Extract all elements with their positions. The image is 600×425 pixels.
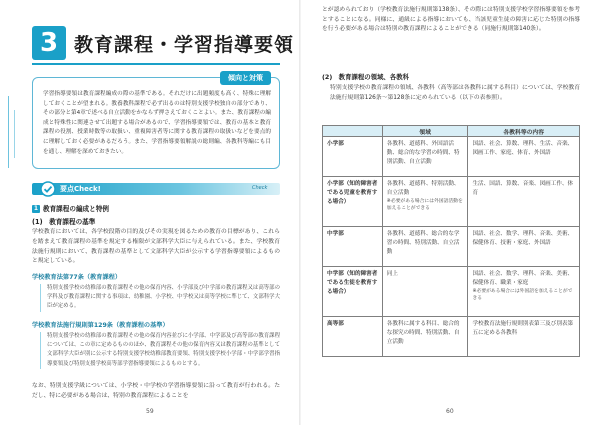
- table-cell-domain: 各教科に属する科目、総合的な探究の時間、特別活動、自立活動: [382, 317, 468, 357]
- table-header: 各教科等の内容: [468, 126, 580, 137]
- section-heading: (2) 教育課程の領域、各教科: [322, 73, 409, 81]
- domain-note: ※必要がある場合には外国語活動を加えることができる: [386, 199, 463, 211]
- table-cell-content: 国語、社会、算数、理科、生活、音楽、図画工作、家庭、体育、外国語: [468, 137, 580, 177]
- check-label: 要点Check!: [60, 185, 101, 193]
- table-cell-dept: 高等部: [323, 317, 383, 357]
- table-header-row: [323, 126, 580, 137]
- table-cell-domain: 同上: [382, 267, 468, 317]
- trend-text: 学習指導要領は教育課程編成の際の基準である。それだけに出題頻度も高く、特殊に理解しておくことが望まれる。教養教科課程で必ず出るのは特別支援学校独自の部分であり、その部分と第4章で述べる自立活動をかならず押さえておくことよい。また、教育課程の編成と特殊性に関連させて出題する場合があるので、学習指導要領では、教育の基本と教育課程の役割、授業時数等の取扱い、重複障害者等に関する教育課程の取扱いなどを要点的に理解しておく必要があるだろう。また、学習指導要領解説の総則編、各教科等編にも目を通し、理解を深めておきたい。: [43, 91, 271, 155]
- page-number: 59: [146, 408, 154, 415]
- table-cell-domain: [382, 177, 468, 227]
- table-cell-domain: 各教科、道徳科、外国語活動、総合的な学習の時間、特別活動、自立活動: [382, 137, 468, 177]
- trend-tab-label: 傾向と対策: [220, 71, 271, 85]
- content-note: ※必要がある場合には外国語を加えることができる: [472, 289, 573, 301]
- table-row: [323, 317, 580, 357]
- section-heading: [32, 203, 109, 213]
- table-row: [323, 227, 580, 267]
- check-circle-icon: [40, 181, 56, 197]
- law-text: 特別支援学校の幼稚部の教育課程その他の保育内容並びに小学部、中学部及び高等部の教育課程については、この章に定めるもののほか、教育課程その他の保育内容又は教育課程の基準として文部科学大臣が別に公示する特別支援学校幼稚部教育要領、特別支援学校小学部・中学部学習指導要領及び特別支援学校高等部学習指導要領によるものとする。: [40, 332, 280, 369]
- trend-box: [32, 74, 280, 169]
- law-title: 学校教育法第77条（教育課程）: [32, 274, 122, 281]
- table-cell-content: [468, 267, 580, 317]
- section-number: 1: [33, 205, 39, 212]
- page-number: 60: [446, 408, 454, 415]
- domain-text: 各教科、道徳科、特別活動、自立活動: [386, 181, 460, 196]
- chapter-title: 教育課程・学習指導要領: [74, 34, 295, 56]
- right-page: [300, 0, 600, 425]
- title-underline: [32, 63, 280, 65]
- subsection-heading: (1) 教育課程の基準: [32, 218, 96, 226]
- table-cell-domain: 各教科、道徳科、総合的な学習の時間、特別活動、自立活動: [382, 227, 468, 267]
- table-header: [323, 126, 383, 137]
- section-paragraph: 特別支援学校の教育課程の領域、各教科（高等部は各教科に属する科目）については、学校教育法施行規則第126条〜第128条に定められている（以下の表参照）。: [330, 85, 580, 101]
- continuation-paragraph: とが認められており（学校教育法施行規則第138条）、その際には特別支援学校学習指導要領を参考とすることになる。同様に、通級による指導においても、当該児童生徒の障害に応じた特別の指導を行う必要がある場合は特別の教育課程によることができる（同施行規則第140条）。: [322, 7, 580, 33]
- table-row: [323, 137, 580, 177]
- section-paragraph: 学校教育においては、各学校段階の目的及びその実現を図るための教育の目標があり、これらを踏まえて教育課程の基準を規定する権限が文部科学大臣に与えられている。また、学校教育法施行規則において、教育課程の基準として文部科学大臣が公示する学習指導要領によるものと規定している。: [32, 229, 280, 265]
- table-row: [323, 267, 580, 317]
- table-row: [323, 177, 580, 227]
- decorative-line: [14, 110, 24, 158]
- closing-paragraph: なお、特別支援学級については、小学校・中学校の学習指導要領に沿って教育が行われる。ただし、特に必要がある場合は、特別の教育課程によることを: [32, 383, 280, 399]
- table-cell-content: 国語、社会、数学、理科、音楽、美術、保健体育、技術・家庭、外国語: [468, 227, 580, 267]
- chapter-number-badge: 3: [32, 26, 66, 60]
- curriculum-table: [322, 125, 580, 357]
- check-tag: Check: [252, 185, 268, 191]
- table-cell-content: 学校教育法施行規則別表第三及び別表第五に定める各教科: [468, 317, 580, 357]
- law-text: 特別支援学校の幼稚部の教育課程その他の保育内容、小学部及び中学部の教育課程又は高等部の学科及び教育課程に関する事項は、幼稚園、小学校、中学校又は高等学校に準じて、文部科学大臣が定める。: [40, 284, 280, 312]
- content-text: 国語、社会、数学、理科、音楽、美術、保健体育、職業・家庭: [472, 271, 574, 286]
- table-cell-dept: 中学部: [323, 227, 383, 267]
- table-cell-content: 生活、国語、算数、音楽、図画工作、体育: [468, 177, 580, 227]
- law-title: 学校教育法施行規則第129条（教育課程の基準）: [32, 322, 169, 329]
- table-cell-dept: 中学部（知的障害者である生徒を教育する場合）: [323, 267, 383, 317]
- section-title: 教育課程の編成と特例: [43, 205, 109, 213]
- table-cell-dept: 小学部: [323, 137, 383, 177]
- table-cell-dept: 小学部（知的障害者である児童を教育する場合）: [323, 177, 383, 227]
- table-header: 領域: [382, 126, 468, 137]
